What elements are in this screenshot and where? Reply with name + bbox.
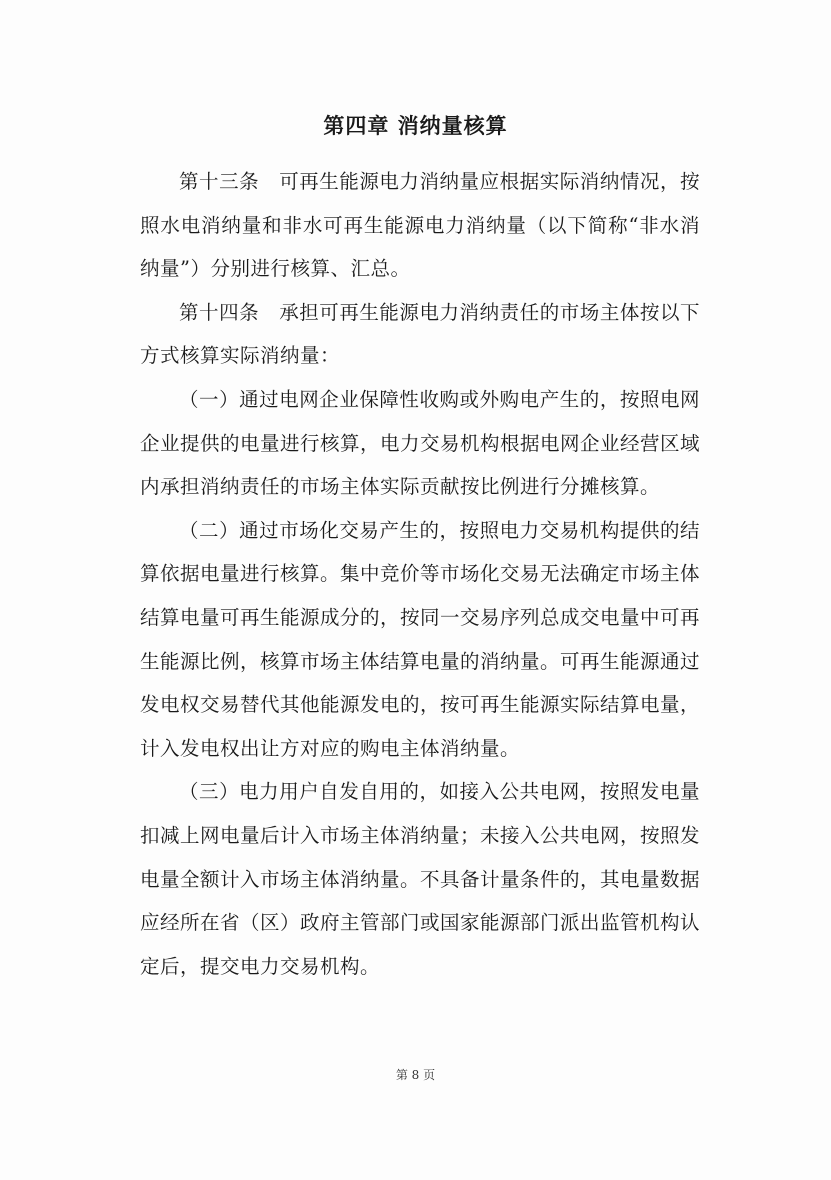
- article-14-paragraph: 第十四条 承担可再生能源电力消纳责任的市场主体按以下方式核算实际消纳量：: [140, 300, 700, 368]
- clause-1-paragraph: （一）通过电网企业保障性收购或外购电产生的，按照电网企业提供的电量进行核算，电力交易机构根据电网企业经营区域内承担消纳责任的市场主体实际贡献按比例进行分摊核算。: [140, 387, 701, 499]
- page-number: 第 8 页: [395, 1068, 436, 1082]
- chapter-title: 第四章 消纳量核算: [323, 114, 508, 138]
- document-body: [140, 160, 700, 988]
- article-13-paragraph: 第十三条 可再生能源电力消纳量应根据实际消纳情况，按照水电消纳量和非水可再生能源电力消纳量（以下简称“非水消纳量”）分别进行核算、汇总。: [140, 170, 700, 281]
- clause-2-paragraph: （二）通过市场化交易产生的，按照电力交易机构提供的结算依据电量进行核算。集中竞价等市场化交易无法确定市场主体结算电量可再生能源成分的，按同一交易序列总成交电量中可再生能源比例，核算市场主体结算电量的消纳量。可再生能源通过发电权交易替代其他能源发电的，按可再生能源实际结算电量，计入发电权出让方对应的购电主体消纳量。: [140, 518, 701, 760]
- clause-3-paragraph: （三）电力用户自发自用的，如接入公共电网，按照发电量扣减上网电量后计入市场主体消纳量；未接入公共电网，按照发电量全额计入市场主体消纳量。不具备计量条件的，其电量数据应经所在省（区）政府主管部门或国家能源部门派出监管机构认定后，提交电力交易机构。: [140, 780, 701, 978]
